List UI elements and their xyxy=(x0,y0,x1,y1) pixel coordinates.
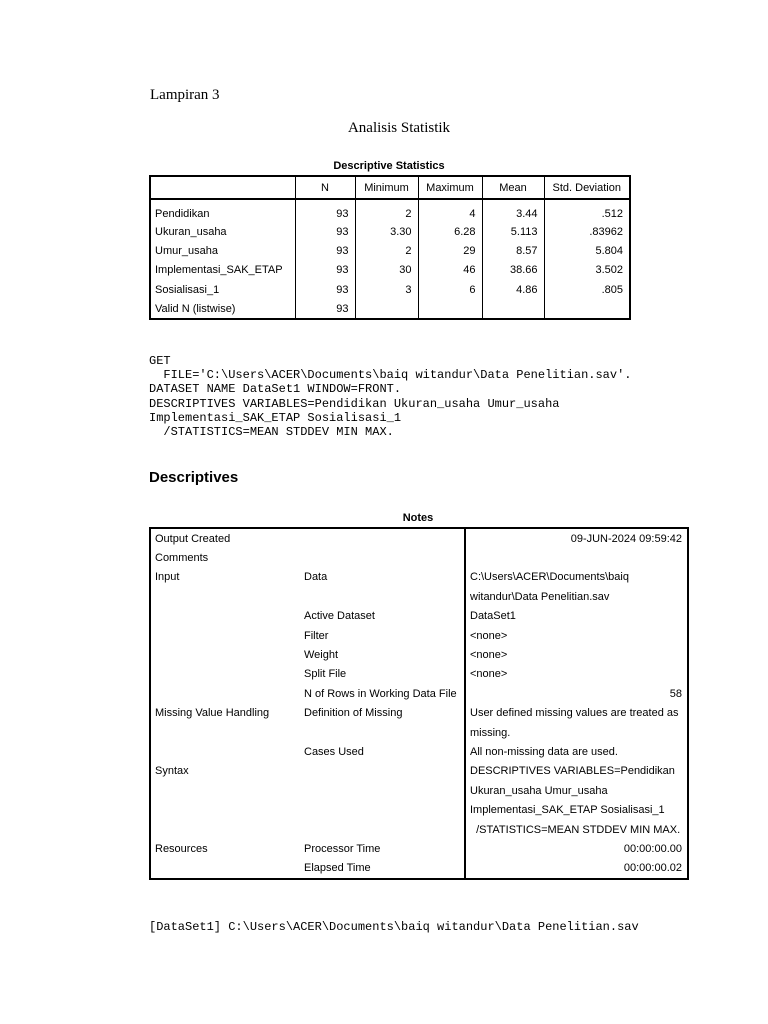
row-label: Ukuran_usaha xyxy=(155,225,227,238)
notes-item-label: Split File xyxy=(304,668,347,681)
notes-value: C:\Users\ACER\Documents\baiq xyxy=(465,568,688,587)
notes-section-label xyxy=(150,607,300,626)
descriptive-statistics-table xyxy=(149,175,631,320)
notes-row xyxy=(150,859,688,879)
notes-value: 58 xyxy=(465,684,688,703)
notes-row xyxy=(150,528,688,548)
table-row xyxy=(150,261,630,280)
notes-row xyxy=(150,704,688,723)
notes-row xyxy=(150,568,688,587)
notes-item-label: Weight xyxy=(304,649,339,662)
notes-section-label xyxy=(150,800,300,819)
notes-row xyxy=(150,626,688,645)
table-cell: 2 xyxy=(355,199,418,222)
table-cell: 4 xyxy=(418,199,482,222)
notes-row xyxy=(150,607,688,626)
table-cell: 6 xyxy=(418,280,482,299)
table-cell: .83962 xyxy=(544,222,630,241)
table-cell xyxy=(544,299,630,319)
table-cell: 3 xyxy=(355,280,418,299)
notes-row xyxy=(150,781,688,800)
table-header-row xyxy=(150,176,630,199)
column-header: Minimum xyxy=(355,176,418,199)
table-cell: 30 xyxy=(355,261,418,280)
notes-value xyxy=(465,548,688,567)
notes-item-label: N of Rows in Working Data File xyxy=(304,687,457,700)
notes-item-label: Cases Used xyxy=(304,745,364,758)
notes-row xyxy=(150,684,688,703)
table-cell: .805 xyxy=(544,280,630,299)
table-cell: 46 xyxy=(418,261,482,280)
notes-section-label: Comments xyxy=(155,552,209,565)
notes-item-label xyxy=(300,820,465,839)
notes-row xyxy=(150,645,688,664)
notes-value: User defined missing values are treated as xyxy=(465,704,688,723)
notes-row xyxy=(150,548,688,567)
notes-value: witandur\Data Penelitian.sav xyxy=(465,587,688,606)
notes-section-label xyxy=(150,587,300,606)
notes-section-label xyxy=(150,859,300,879)
table-cell: 2 xyxy=(355,241,418,260)
column-header xyxy=(150,176,295,199)
notes-section-label: Syntax xyxy=(155,765,189,778)
table-cell: 93 xyxy=(295,280,355,299)
table-row xyxy=(150,299,630,319)
table-cell: 5.804 xyxy=(544,241,630,260)
notes-item-label xyxy=(300,587,465,606)
row-label: Umur_usaha xyxy=(155,244,218,257)
row-label: Implementasi_SAK_ETAP xyxy=(155,264,283,277)
notes-value: missing. xyxy=(465,723,688,742)
notes-value: 00:00:00.00 xyxy=(465,839,688,858)
table-row xyxy=(150,222,630,241)
table-cell xyxy=(418,299,482,319)
table-cell: 8.57 xyxy=(482,241,544,260)
notes-section-label xyxy=(150,742,300,761)
table-row xyxy=(150,199,630,222)
notes-value: 00:00:00.02 xyxy=(465,859,688,879)
notes-row xyxy=(150,587,688,606)
notes-row xyxy=(150,762,688,781)
notes-value: <none> xyxy=(465,665,688,684)
appendix-label: Lampiran 3 xyxy=(150,87,220,103)
notes-item-label xyxy=(300,800,465,819)
notes-section-label: Output Created xyxy=(155,532,231,545)
row-label: Valid N (listwise) xyxy=(155,302,236,315)
row-label: Pendidikan xyxy=(155,207,210,220)
notes-row xyxy=(150,800,688,819)
notes-item-label: Processor Time xyxy=(304,842,381,855)
table-cell: 3.30 xyxy=(355,222,418,241)
notes-row xyxy=(150,665,688,684)
document-title: Analisis Statistik xyxy=(347,120,451,136)
notes-section-label xyxy=(150,723,300,742)
notes-value: DataSet1 xyxy=(465,607,688,626)
column-header: N xyxy=(295,176,355,199)
notes-item-label xyxy=(300,548,465,567)
notes-value: <none> xyxy=(465,645,688,664)
table-cell: 93 xyxy=(295,199,355,222)
notes-item-label xyxy=(300,762,465,781)
table-cell: 38.66 xyxy=(482,261,544,280)
notes-section-label xyxy=(150,645,300,664)
notes-item-label: Data xyxy=(304,571,328,584)
notes-item-label: Definition of Missing xyxy=(304,707,403,720)
notes-section-label xyxy=(150,626,300,645)
table-row xyxy=(150,280,630,299)
notes-section-label xyxy=(150,665,300,684)
table-cell: .512 xyxy=(544,199,630,222)
notes-section-label xyxy=(150,684,300,703)
notes-value: DESCRIPTIVES VARIABLES=Pendidikan xyxy=(465,762,688,781)
table-cell: 6.28 xyxy=(418,222,482,241)
notes-table xyxy=(149,527,689,880)
table-cell: 93 xyxy=(295,241,355,260)
notes-item-label xyxy=(300,781,465,800)
notes-value: Implementasi_SAK_ETAP Sosialisasi_1 xyxy=(465,800,688,819)
table-cell: 93 xyxy=(295,222,355,241)
table-cell: 3.44 xyxy=(482,199,544,222)
notes-value: All non-missing data are used. xyxy=(465,742,688,761)
table-cell: 93 xyxy=(295,261,355,280)
notes-section-label xyxy=(150,781,300,800)
notes-caption: Notes xyxy=(402,512,434,524)
table-cell: 4.86 xyxy=(482,280,544,299)
notes-row xyxy=(150,742,688,761)
table-row xyxy=(150,241,630,260)
syntax-block: GET FILE='C:\Users\ACER\Documents\baiq witandur\Data Penelitian.sav'. DATASET NAME DataSet1 WINDOW=FRONT. DESCRIPTIVES VARIABLES=Pendidikan Ukuran_usaha Umur_usaha Implementasi_SAK_ETAP Sosialisasi_1 /STATISTICS=MEAN STDDEV MIN MAX. xyxy=(149,354,632,440)
notes-section-label xyxy=(150,820,300,839)
row-label: Sosialisasi_1 xyxy=(155,283,220,296)
descriptive-statistics-caption: Descriptive Statistics xyxy=(333,160,445,172)
notes-value: Ukuran_usaha Umur_usaha xyxy=(465,781,688,800)
descriptives-heading: Descriptives xyxy=(149,469,239,486)
table-cell: 5.113 xyxy=(482,222,544,241)
notes-row xyxy=(150,839,688,858)
notes-value: <none> xyxy=(465,626,688,645)
column-header: Std. Deviation xyxy=(544,176,630,199)
notes-item-label: Filter xyxy=(304,629,329,642)
table-cell: 3.502 xyxy=(544,261,630,280)
table-cell: 29 xyxy=(418,241,482,260)
notes-item-label xyxy=(300,723,465,742)
notes-value: /STATISTICS=MEAN STDDEV MIN MAX. xyxy=(465,820,688,839)
notes-section-label: Resources xyxy=(155,842,208,855)
notes-row xyxy=(150,820,688,839)
notes-item-label: Elapsed Time xyxy=(304,862,371,875)
column-header: Maximum xyxy=(418,176,482,199)
notes-item-label xyxy=(300,528,465,548)
notes-item-label: Active Dataset xyxy=(304,610,375,623)
dataset-path-line: [DataSet1] C:\Users\ACER\Documents\baiq witandur\Data Penelitian.sav xyxy=(149,920,639,934)
notes-section-label: Input xyxy=(155,571,180,584)
notes-section-label: Missing Value Handling xyxy=(155,707,270,720)
notes-value: 09-JUN-2024 09:59:42 xyxy=(465,528,688,548)
table-cell: 93 xyxy=(295,299,355,319)
table-cell xyxy=(482,299,544,319)
notes-row xyxy=(150,723,688,742)
table-cell xyxy=(355,299,418,319)
column-header: Mean xyxy=(482,176,544,199)
